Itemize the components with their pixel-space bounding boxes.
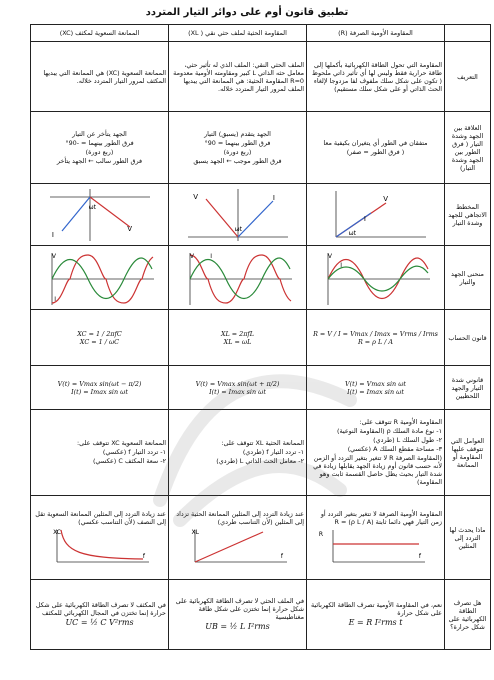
row-label-curve: منحنى الجهد والتيار bbox=[445, 246, 491, 310]
graph-xl-vs-f bbox=[183, 526, 293, 566]
factors-l bbox=[169, 410, 307, 496]
graph-line bbox=[61, 530, 143, 559]
factor-line: المقاومة الأومية R تتوقف على: bbox=[359, 418, 442, 426]
row-label-instant: قانوني شدة التيار والجهد اللحظيين bbox=[445, 366, 491, 410]
instant-c bbox=[31, 366, 169, 410]
current-wave bbox=[190, 258, 290, 298]
graph-xc-vs-f bbox=[45, 526, 155, 566]
row-label-frequency: ماذا يحدث لها التردد إلى المثلين bbox=[445, 496, 491, 580]
wave-curve-c bbox=[40, 249, 160, 307]
factor-line: ١- تردد التيار f (طردي) bbox=[242, 448, 304, 456]
phasor-c bbox=[31, 184, 169, 246]
formula: R = V / I = Vmax / Imax = Vrms / Irms bbox=[313, 329, 438, 338]
row-definition bbox=[31, 42, 491, 112]
formula: I(t) = Imax sin ωt bbox=[71, 387, 128, 396]
phasor-l bbox=[169, 184, 307, 246]
relation-r-line: ( فرق الطور = صفر) bbox=[346, 147, 405, 156]
factor-line: الممانعة السعوية XC تتوقف على: bbox=[77, 439, 166, 447]
row-law bbox=[31, 310, 491, 366]
formula: XC = 1 / 2πfC bbox=[77, 329, 122, 338]
relation-l-line: فرق الطور موجب ← الجهد يسبق bbox=[193, 156, 282, 165]
formula: V(t) = Vmax sin(ωt − π/2) bbox=[57, 379, 142, 388]
phasor-label: I bbox=[363, 214, 366, 223]
freq-text: عند زيادة التردد إلى المثلين الممانعة السعوية تقل إلى النصف (لأن التناسب عكسي) bbox=[35, 509, 166, 526]
energy-text: في المكثف لا تصرف الطاقة الكهربائية على شكل حرارة إنما تختزن في المجال الكهربائي للمكثف bbox=[35, 600, 166, 617]
relation-c-line: فرق الطور بينهما = -90° bbox=[65, 138, 134, 147]
relation-c-line: فرق الطور سالب ← الجهد يتأخر bbox=[56, 156, 143, 165]
page-title: تطبيق قانون أوم على دوائر التيار المتردد bbox=[145, 6, 349, 18]
row-label-definition: التعريف bbox=[445, 42, 491, 112]
definition-c: الممانعة السعوية (XC) هي الممانعة التي يبديها المكثف لمرور التيار المتردد خلاله. bbox=[31, 42, 169, 112]
header-r: المقاومة الأومية الصرفة (R) bbox=[307, 25, 445, 42]
voltage-phasor bbox=[206, 199, 238, 237]
freq-c bbox=[31, 496, 169, 580]
axis-label: f bbox=[142, 552, 145, 560]
axis-label: f bbox=[280, 552, 283, 560]
instant-r bbox=[307, 366, 445, 410]
formula: XL = ωL bbox=[223, 337, 252, 346]
factor-line: ١- نوع مادة السلك ρ (المقاومة النوعية) bbox=[336, 427, 442, 435]
formula: I(t) = Imax sin ωt bbox=[209, 387, 266, 396]
current-wave bbox=[328, 266, 428, 291]
phasor-label: I bbox=[272, 193, 275, 202]
row-label-law: قانون الحساب bbox=[445, 310, 491, 366]
voltage-wave bbox=[328, 258, 428, 298]
row-curve bbox=[31, 246, 491, 310]
wave-label: I bbox=[339, 261, 342, 269]
row-label-factors: العوامل التي تتوقف عليها المقاومة أو الممانعة bbox=[445, 410, 491, 496]
axis-label: R bbox=[318, 530, 323, 538]
formula: I(t) = Imax sin ωt bbox=[347, 387, 404, 396]
axis-label: XL bbox=[191, 528, 199, 536]
row-relation bbox=[31, 112, 491, 184]
wave-label: V bbox=[327, 252, 332, 260]
energy-r bbox=[307, 580, 445, 650]
phasor-label: V bbox=[126, 224, 132, 233]
energy-formula: UC = ½ C V²rms bbox=[65, 617, 134, 627]
factor-line: الممانعة الحثية XL تتوقف على: bbox=[221, 439, 304, 447]
curve-l bbox=[169, 246, 307, 310]
axis-label: XC bbox=[52, 528, 61, 536]
voltage-phasor bbox=[90, 197, 130, 227]
factors-r bbox=[307, 410, 445, 496]
formula: XL = 2πfL bbox=[220, 329, 255, 338]
phasor-label: ωt bbox=[234, 225, 242, 233]
corner-cell bbox=[445, 25, 491, 42]
wave-label: I bbox=[209, 252, 212, 260]
definition-r: المقاومة التي تحول الطاقة الكهربائية بأكملها إلى طاقة حرارية فقط وليس لها أي تأثير ذاتي ملحوظ ( تكون على شكل سلك ملفوف لفا مزدوجا لإلغاء الحث الذاتي أو على شكل سلك مستقيم) bbox=[307, 42, 445, 112]
current-phasor bbox=[62, 197, 90, 231]
header-row bbox=[31, 25, 491, 42]
graph-r-vs-f bbox=[318, 526, 431, 566]
law-r bbox=[307, 310, 445, 366]
relation-l-line: الجهد يتقدم (يسبق) التيار bbox=[204, 129, 271, 138]
curve-c bbox=[31, 246, 169, 310]
current-phasor bbox=[238, 201, 273, 237]
header-c: الممانعة السعوية لمكثف (XC) bbox=[31, 25, 169, 42]
row-label-phasor: المخطط الاتجاهي للجهد وشدة التيار bbox=[445, 184, 491, 246]
row-phasor bbox=[31, 184, 491, 246]
factor-line: ١- تردد التيار f (عكسي) bbox=[102, 448, 166, 456]
phasor-label: I bbox=[51, 230, 54, 239]
factor-line: (المقاومة الصرفة R لا تتغير بتغير التردد أو الزمن لأنه حسب قانون أوم زيادة الجهد يقابلها زيادة في شدة التيار بحيث يظل حاصل القسمة ثابت وهو المقاومة) bbox=[313, 454, 442, 486]
relation-r bbox=[307, 112, 445, 184]
factor-line: ٢- سعة المكثف C (عكسي) bbox=[92, 457, 166, 465]
relation-c-line: (ربع دورة) bbox=[85, 147, 114, 156]
energy-text: نعم، في المقاومة الأومية تصرف الطاقة الكهربائية على شكل حرارة bbox=[310, 600, 442, 617]
row-label-relation: العلاقة بين الجهد وشدة التيار ( فرق الطور بين الجهد وشدة التيار) bbox=[445, 112, 491, 184]
graph-line bbox=[195, 532, 263, 562]
relation-l bbox=[169, 112, 307, 184]
wave-label: V bbox=[51, 252, 56, 260]
phasor-label: V bbox=[192, 192, 198, 201]
phasor-label: V bbox=[382, 194, 388, 203]
formula: XC = 1 / ωC bbox=[79, 337, 120, 346]
phasor-diagram-l bbox=[178, 187, 298, 243]
current-wave bbox=[52, 258, 152, 298]
phasor-diagram-r bbox=[316, 187, 436, 243]
energy-formula: UB = ½ L I²rms bbox=[205, 621, 270, 631]
wave-curve-l bbox=[178, 249, 298, 307]
row-energy bbox=[31, 580, 491, 650]
factor-line: ٣- مساحة مقطع السلك A (عكسي) bbox=[347, 445, 442, 453]
phasor-label: ωt bbox=[88, 203, 96, 211]
relation-r-line: متفقان في الطور أي يتغيران بكيفية معا bbox=[323, 138, 428, 147]
law-l bbox=[169, 310, 307, 366]
wave-curve-r bbox=[316, 249, 436, 307]
phasor-label: ωt bbox=[348, 229, 356, 237]
row-frequency bbox=[31, 496, 491, 580]
relation-l-line: (ربع دورة) bbox=[223, 147, 252, 156]
wave-label: V bbox=[189, 252, 194, 260]
instant-l bbox=[169, 366, 307, 410]
factor-line: ٢- طول السلك L (طردي) bbox=[373, 436, 442, 444]
energy-formula: E = R I²rms t bbox=[348, 617, 403, 627]
freq-l bbox=[169, 496, 307, 580]
wave-label: I bbox=[53, 295, 56, 303]
definition-l: الملف الحثي النقي: الملف الذي له تأثير حثي، معامل حثه الذاتي L كبير ومقاومته الأومية معدومة R=0 المقاومة الحثية: هي الممانعة التي يبديها الملف لمرور التيار المتردد خلاله. bbox=[169, 42, 307, 112]
energy-c bbox=[31, 580, 169, 650]
factors-c bbox=[31, 410, 169, 496]
comparison-table bbox=[30, 24, 491, 650]
formula: R = ρ L / A bbox=[357, 337, 394, 346]
relation-c bbox=[31, 112, 169, 184]
freq-r bbox=[307, 496, 445, 580]
factor-line: ٢- معامل الحث الذاتي L (طردي) bbox=[216, 457, 304, 465]
axis-label: f bbox=[418, 552, 421, 560]
row-factors bbox=[31, 410, 491, 496]
header-l: المقاومة الحثية لملف حثي نقي ( XL) bbox=[169, 25, 307, 42]
phasor-r bbox=[307, 184, 445, 246]
energy-l bbox=[169, 580, 307, 650]
relation-c-line: الجهد يتأخر عن التيار bbox=[72, 129, 127, 138]
row-label-energy: هل تصرف الطاقة الكهربائية على شكل حرارة؟ bbox=[445, 580, 491, 650]
freq-text: المقاومة الأومية الصرفة لا تتغير بتغير التردد أو زمن التيار فهي دائما ثابتة R = (ρ L / A) bbox=[320, 509, 442, 526]
energy-text: في الملف الحثي لا تصرف الطاقة الكهربائية على شكل حرارة إنما تختزن على شكل طاقة مغناطيسية bbox=[175, 596, 304, 621]
freq-text: عند زيادة التردد إلى المثلين الممانعة الحثية تزداد إلى المثلين (لأن التناسب طردي) bbox=[176, 509, 304, 526]
formula: V(t) = Vmax sin(ωt + π/2) bbox=[195, 379, 280, 388]
row-instant bbox=[31, 366, 491, 410]
relation-l-line: فرق الطور بينهما = 90° bbox=[204, 138, 271, 147]
formula: V(t) = Vmax sin ωt bbox=[345, 379, 406, 388]
curve-r bbox=[307, 246, 445, 310]
phasor-diagram-c bbox=[40, 187, 160, 243]
law-c bbox=[31, 310, 169, 366]
